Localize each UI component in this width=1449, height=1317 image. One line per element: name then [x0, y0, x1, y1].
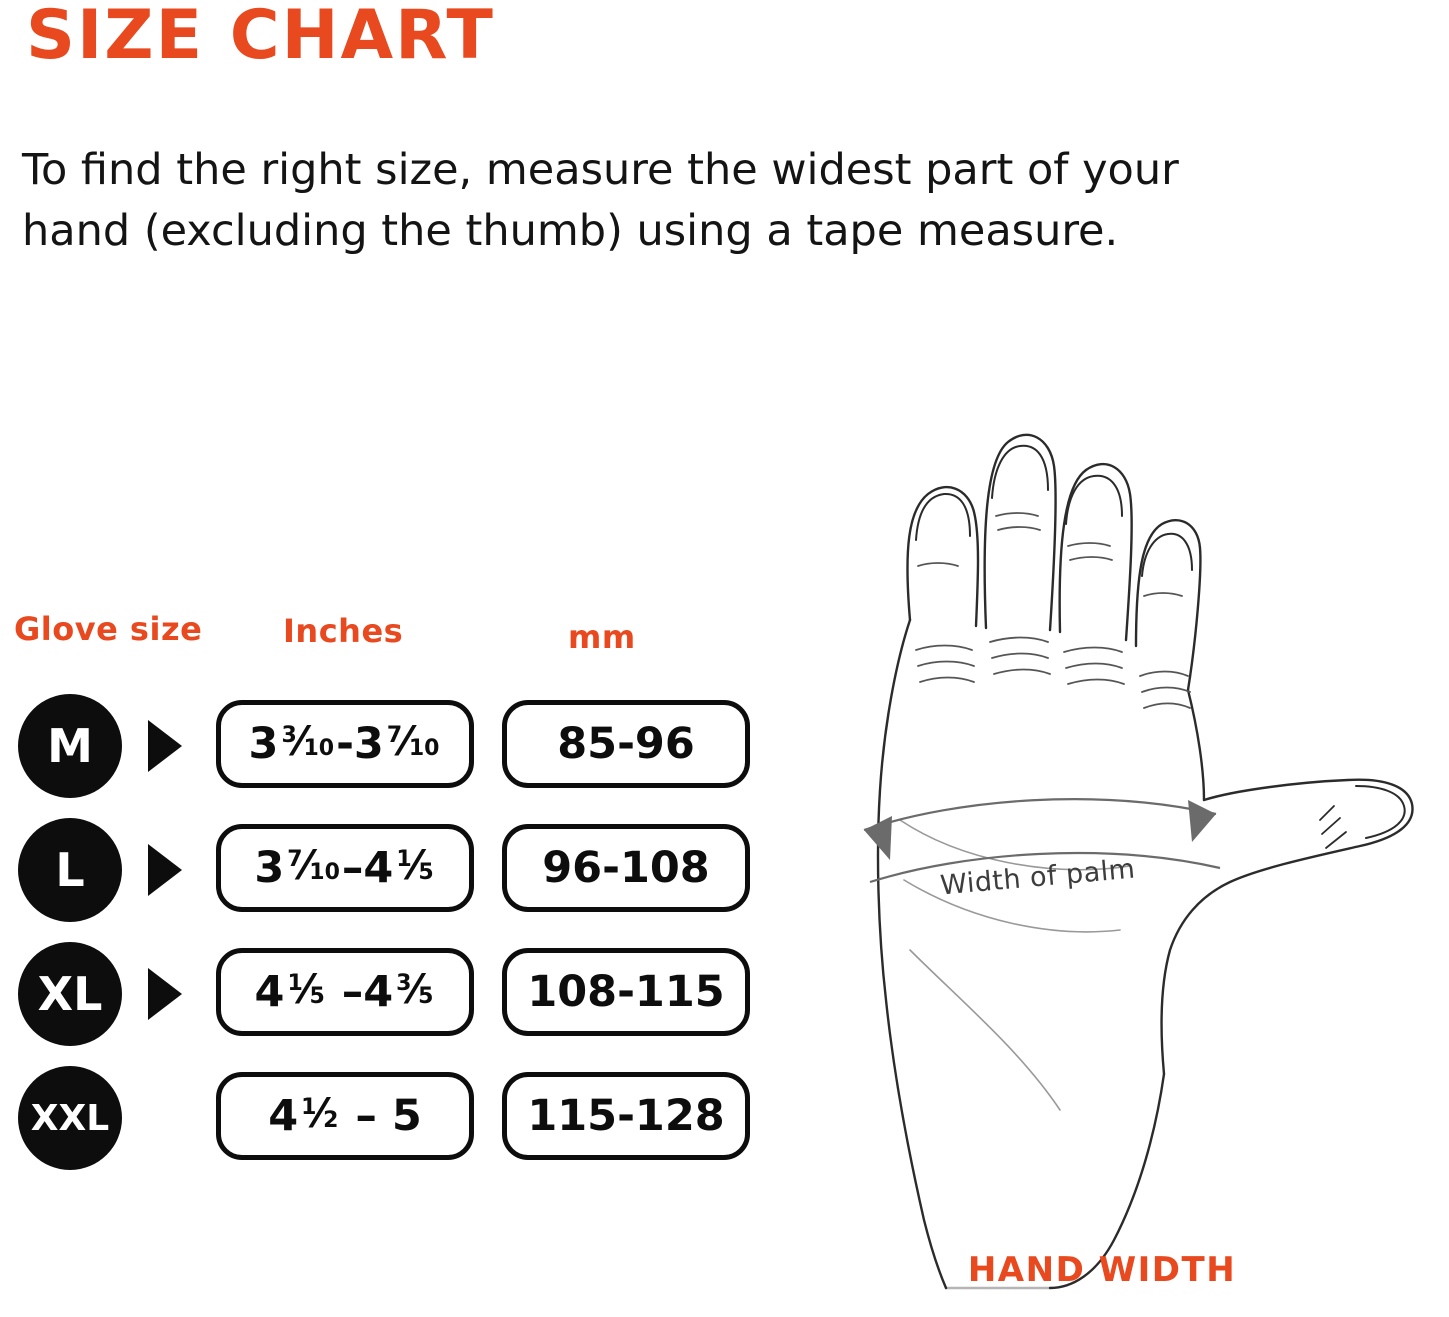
inches-fraction-1 — [301, 1091, 338, 1137]
inches-fraction-2 — [387, 719, 440, 765]
mm-value-xl: 108-115 — [502, 948, 750, 1036]
table-row — [0, 690, 800, 814]
inches-value-m — [216, 700, 474, 788]
fraction-numerator: 7 — [287, 847, 303, 872]
mm-value-xxl: 115-128 — [502, 1072, 750, 1160]
mm-value-l: 96-108 — [502, 824, 750, 912]
arrow-right-icon — [148, 968, 182, 1020]
inches-whole-1: 3 — [248, 719, 279, 769]
fraction-slash-icon: ⁄ — [302, 967, 310, 1013]
size-badge-l: L — [18, 818, 122, 922]
fraction-slash-icon: ⁄ — [411, 843, 419, 889]
mm-value-m: 85-96 — [502, 700, 750, 788]
inches-whole-2: 4 — [363, 967, 394, 1017]
fraction-denominator: 5 — [418, 860, 434, 885]
column-header-glove-size: Glove size — [14, 610, 203, 648]
inches-whole-1: 4 — [254, 967, 285, 1017]
palm-width-label: Width of palm — [939, 853, 1137, 902]
page-title: SIZE CHART — [26, 0, 495, 75]
fraction-denominator: 5 — [309, 984, 325, 1009]
fraction-slash-icon: ⁄ — [316, 1091, 324, 1137]
fraction-denominator: 10 — [303, 736, 335, 761]
fraction-numerator: 7 — [386, 723, 403, 748]
fraction-denominator: 10 — [408, 736, 440, 761]
fraction-numerator: 1 — [396, 847, 412, 872]
fraction-numerator: 3 — [281, 723, 297, 748]
fraction-denominator: 10 — [309, 860, 340, 885]
fraction-denominator: 2 — [323, 1108, 339, 1133]
inches-fraction-1 — [287, 967, 324, 1013]
size-badge-xl: XL — [18, 942, 122, 1046]
table-header — [0, 610, 800, 660]
hand-illustration — [800, 390, 1440, 1290]
fraction-numerator: 1 — [301, 1095, 317, 1120]
inches-dash: - — [336, 719, 354, 769]
fraction-slash-icon: ⁄ — [411, 967, 419, 1013]
inches-whole-2: 4 — [363, 843, 394, 893]
inches-value-xl — [216, 948, 474, 1036]
inches-whole-2: 3 — [353, 719, 384, 769]
arrow-right-icon — [148, 720, 182, 772]
fraction-numerator: 3 — [396, 971, 412, 996]
table-row — [0, 938, 800, 1062]
arrow-right-icon — [148, 844, 182, 896]
inches-whole-1: 4 — [268, 1091, 299, 1141]
fraction-numerator: 1 — [287, 971, 303, 996]
inches-whole-2: 5 — [391, 1091, 422, 1141]
table-row — [0, 814, 800, 938]
table-row — [0, 1062, 800, 1186]
fraction-slash-icon: ⁄ — [402, 719, 409, 765]
size-badge-xxl: XXL — [18, 1066, 122, 1170]
instructions-text: To find the right size, measure the widest part of your hand (excluding the thumb) using a tape measure. — [22, 145, 1179, 257]
inches-value-l — [216, 824, 474, 912]
column-header-mm: mm — [568, 618, 636, 656]
fraction-denominator: 5 — [418, 984, 434, 1009]
hand-drawing-svg — [800, 390, 1440, 1290]
fraction-slash-icon: ⁄ — [296, 719, 304, 765]
inches-fraction-2 — [396, 967, 433, 1013]
inches-dash: – — [341, 967, 364, 1017]
size-badge-m: M — [18, 694, 122, 798]
inches-dash: – — [341, 843, 364, 893]
inches-fraction-2 — [396, 843, 433, 889]
inches-fraction-1 — [281, 719, 334, 765]
inches-dash: – — [355, 1091, 377, 1141]
column-header-inches: Inches — [283, 612, 404, 650]
inches-fraction-1 — [287, 843, 340, 889]
size-table-rows — [0, 690, 800, 1186]
inches-value-xxl — [216, 1072, 474, 1160]
hand-width-caption: HAND WIDTH — [967, 1250, 1237, 1290]
fraction-slash-icon: ⁄ — [302, 843, 310, 889]
inches-whole-1: 3 — [254, 843, 285, 893]
